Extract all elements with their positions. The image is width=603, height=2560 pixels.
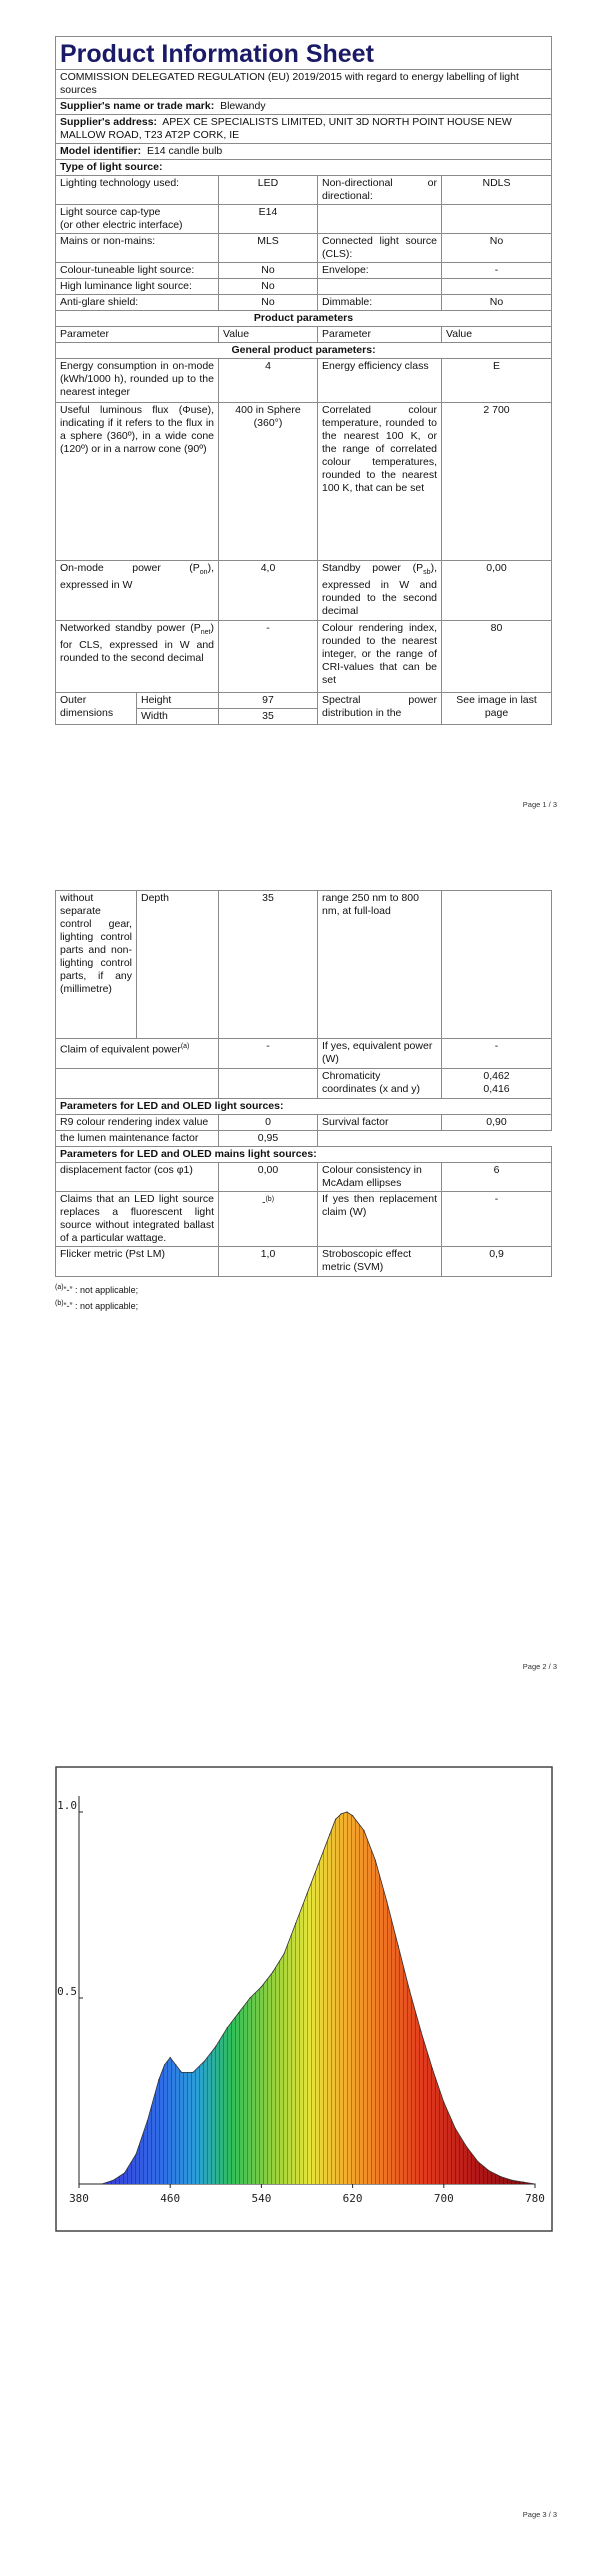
data-point (341, 1813, 342, 1814)
equivalent-power-label: If yes, equivalent power (W) (318, 1039, 442, 1069)
product-params-heading: Product parameters (56, 311, 552, 327)
y-tick-label: 1.0 (57, 1799, 77, 1812)
standby-power-value: 0,00 (442, 561, 552, 621)
type-label: Envelope: (318, 263, 442, 279)
product-table-1 (55, 36, 552, 725)
data-point (175, 2064, 176, 2065)
spectral-value-cont (442, 891, 552, 1039)
x-tick-label: 540 (251, 2192, 272, 2205)
general-params-heading: General product parameters: (56, 343, 552, 359)
networked-standby-label: Networked standby power $(P_{net})$ for CLS, expressed in W and rounded to the second decimal (56, 621, 219, 693)
data-point (204, 2061, 205, 2062)
data-point (181, 2072, 182, 2073)
efficiency-class-label: Energy efficiency class (318, 359, 442, 403)
data-point (363, 1830, 364, 1831)
data-point (215, 2046, 216, 2047)
data-point (489, 2170, 490, 2171)
width-value: 35 (219, 709, 318, 725)
supplier-address: APEX CE SPECIALISTS LIMITED, UNIT 3D NORTH POINT HOUSE NEW MALLOW ROAD, T23 AT2P CORK, IE (60, 116, 512, 141)
equivalent-power-claim-label: Claim of equivalent power$^{(a)}$ (56, 1039, 219, 1069)
data-point (318, 1864, 319, 1865)
type-value: MLS (219, 234, 318, 263)
page-number: Page 2 / 3 (522, 1662, 557, 1671)
energy-consumption-label: Energy consumption in on-mode (kWh/1000 h), rounded up to the nearest integer (56, 359, 219, 403)
led-params-heading: Parameters for LED and OLED light sources: (56, 1099, 552, 1115)
product-sheet-part-2 (55, 890, 551, 1313)
col-value: Value (442, 327, 552, 343)
type-label: High luminance light source: (56, 279, 219, 295)
data-point (352, 1815, 353, 1816)
model-row (56, 144, 552, 160)
col-parameter: Parameter (318, 327, 442, 343)
page-1 (0, 0, 603, 820)
data-point (375, 1860, 376, 1861)
data-point (170, 2057, 171, 2058)
cri-value: 80 (442, 621, 552, 693)
r9-label: R9 colour rendering index value (56, 1115, 219, 1131)
networked-standby-value: - (219, 621, 318, 693)
standby-power-label: Standby power $(P_{sb})$, expressed in W and rounded to the second decimal (318, 561, 442, 621)
type-label: Dimmable: (318, 295, 442, 311)
equivalent-power-value: - (442, 1039, 552, 1069)
model-identifier: E14 candle bulb (146, 145, 223, 157)
empty-cell (56, 1069, 219, 1099)
r9-value: 0 (219, 1115, 318, 1131)
mains-params-heading: Parameters for LED and OLED mains light sources: (56, 1147, 552, 1163)
type-label: Connected light source (CLS): (318, 234, 442, 263)
data-point (135, 2154, 136, 2155)
fluorescent-claims-value: -$^{(b)}$ (219, 1192, 318, 1247)
type-label: Anti-glare shield: (56, 295, 219, 311)
type-value: E14 (219, 205, 318, 234)
col-parameter: Parameter (56, 327, 219, 343)
type-label: Colour-tuneable light source: (56, 263, 219, 279)
replacement-claim-value: - (442, 1192, 552, 1247)
x-tick-label: 780 (525, 2192, 545, 2205)
data-point (284, 1953, 285, 1954)
stroboscopic-label: Stroboscopic effect metric (SVM) (318, 1247, 442, 1277)
data-point (272, 1971, 273, 1972)
data-point (261, 1986, 262, 1987)
footnote-b: $^{(b)}$“-” : not applicable; (55, 1300, 139, 1311)
survival-factor-value: 0,90 (442, 1115, 552, 1131)
luminous-flux-value: 400 in Sphere (360°) (219, 403, 318, 561)
spectral-chart (55, 1766, 553, 2232)
data-point (443, 2102, 444, 2103)
data-point (477, 2161, 478, 2162)
depth-label: Depth (137, 891, 219, 1039)
data-point (512, 2180, 513, 2181)
cap-type-label: Light source cap-type (60, 206, 161, 218)
page-number: Page 1 / 3 (522, 800, 557, 809)
data-point (249, 1997, 250, 1998)
x-tick-label: 700 (433, 2192, 454, 2205)
x-tick-label: 460 (160, 2192, 181, 2205)
page-title: Product Information Sheet (56, 37, 552, 70)
footnote-a: $^{(a)}$“-” : not applicable; (55, 1284, 139, 1295)
cct-value: 2 700 (442, 403, 552, 561)
data-point (295, 1923, 296, 1924)
y-tick-label: 0.5 (57, 1985, 77, 1998)
type-label (318, 205, 442, 234)
data-point (113, 2180, 114, 2181)
page-number: Page 3 / 3 (522, 2510, 557, 2519)
empty-cell (219, 1069, 318, 1099)
survival-factor-label: Survival factor (318, 1115, 442, 1131)
regulation-text: COMMISSION DELEGATED REGULATION (EU) 2019/2015 with regard to energy labelling of light sources (56, 70, 552, 99)
data-point (306, 1893, 307, 1894)
flicker-metric-value: 1,0 (219, 1247, 318, 1277)
x-tick-label: 380 (69, 2192, 89, 2205)
displacement-factor-label: displacement factor (cos φ1) (56, 1163, 219, 1192)
mcadam-label: Colour consistency in McAdam ellipses (318, 1163, 442, 1192)
spectral-label: Spectral power distribution in the (318, 693, 442, 725)
product-table-2 (55, 890, 552, 1277)
type-value: NDLS (442, 176, 552, 205)
type-value: No (219, 279, 318, 295)
type-label: Lighting technology used: (56, 176, 219, 205)
spectral-chart-svg (55, 1766, 553, 2232)
x-tick-label: 620 (342, 2192, 363, 2205)
cri-label: Colour rendering index, rounded to the nearest integer, or the range of CRI-values that can be set (318, 621, 442, 693)
data-point (455, 2128, 456, 2129)
cap-type-sublabel: (or other electric interface) (60, 219, 183, 231)
data-point (227, 2027, 228, 2028)
height-label: Height (137, 693, 219, 709)
type-label (318, 279, 442, 295)
type-value (442, 279, 552, 295)
data-point (346, 1811, 347, 1812)
type-value: No (219, 295, 318, 311)
luminous-flux-label: Useful luminous flux (Φuse), indicating if it refers to the flux in a sphere (360º), in a wide cone (120º) or in a narrow cone (90º) (56, 403, 219, 561)
supplier-name: Blewandy (220, 100, 266, 112)
lumen-maintenance-label: the lumen maintenance factor (56, 1131, 219, 1147)
lumen-maintenance-value: 0,95 (219, 1131, 318, 1147)
on-mode-power-label: On-mode power $(P_{on})$, expressed in W (56, 561, 219, 621)
type-label: Non-directional or directional: (318, 176, 442, 205)
type-heading: Type of light source: (56, 160, 552, 176)
cct-label: Correlated colour temperature, rounded to the nearest 100 K, or the range of correlated colour temperatures, rounded to the nearest 100 K, that can be set (318, 403, 442, 561)
page-2 (0, 880, 603, 1700)
outer-dimensions-label: Outer dimensions (56, 693, 137, 725)
spectral-label-cont: range 250 nm to 800 nm, at full-load (318, 891, 442, 1039)
data-point (523, 2182, 524, 2183)
data-point (466, 2146, 467, 2147)
col-value: Value (219, 327, 318, 343)
type-value: - (442, 263, 552, 279)
data-point (409, 1990, 410, 1991)
energy-consumption-value: 4 (219, 359, 318, 403)
type-value (442, 205, 552, 234)
displacement-factor-value: 0,00 (219, 1163, 318, 1192)
efficiency-class-value: E (442, 359, 552, 403)
chromaticity-value: 0,462 0,416 (442, 1069, 552, 1099)
data-point (420, 2031, 421, 2032)
data-point (147, 2120, 148, 2121)
supplier-address-row (56, 115, 552, 144)
flicker-metric-label: Flicker metric (Pst LM) (56, 1247, 219, 1277)
equivalent-power-claim-value: - (219, 1039, 318, 1069)
data-point (398, 1945, 399, 1946)
mcadam-value: 6 (442, 1163, 552, 1192)
type-label: Mains or non-mains: (56, 234, 219, 263)
depth-value: 35 (219, 891, 318, 1039)
stroboscopic-value: 0,9 (442, 1247, 552, 1277)
product-sheet-part-1 (55, 36, 551, 725)
supplier-address-label: Supplier's address: (60, 116, 158, 128)
data-point (329, 1834, 330, 1835)
data-point (386, 1901, 387, 1902)
supplier-name-row (56, 99, 552, 115)
data-point (335, 1819, 336, 1820)
type-value: No (442, 234, 552, 263)
data-point (238, 2012, 239, 2013)
type-value: No (219, 263, 318, 279)
chromaticity-label: Chromaticity coordinates (x and y) (318, 1069, 442, 1099)
width-label: Width (137, 709, 219, 725)
on-mode-power-value: 4,0 (219, 561, 318, 621)
type-value: LED (219, 176, 318, 205)
data-point (164, 2064, 165, 2065)
outer-dimensions-label-cont: without separate control gear, lighting control parts and non-lighting control parts, if any (millimetre) (56, 891, 137, 1039)
spectral-value: See image in last page (442, 693, 552, 725)
height-value: 97 (219, 693, 318, 709)
data-point (124, 2172, 125, 2173)
footnotes (55, 1281, 551, 1313)
replacement-claim-label: If yes then replacement claim (W) (318, 1192, 442, 1247)
fluorescent-claims-label: Claims that an LED light source replaces a fluorescent light source without integrated ballast of a particular wattage. (56, 1192, 219, 1247)
data-point (432, 2068, 433, 2069)
type-value: No (442, 295, 552, 311)
data-point (158, 2079, 159, 2080)
data-point (500, 2176, 501, 2177)
supplier-name-label: Supplier's name or trade mark: (60, 100, 215, 112)
model-label: Model identifier: (60, 145, 142, 157)
data-point (192, 2072, 193, 2073)
empty-cell (318, 1131, 552, 1147)
type-label (56, 205, 219, 234)
data-point (101, 2183, 102, 2184)
